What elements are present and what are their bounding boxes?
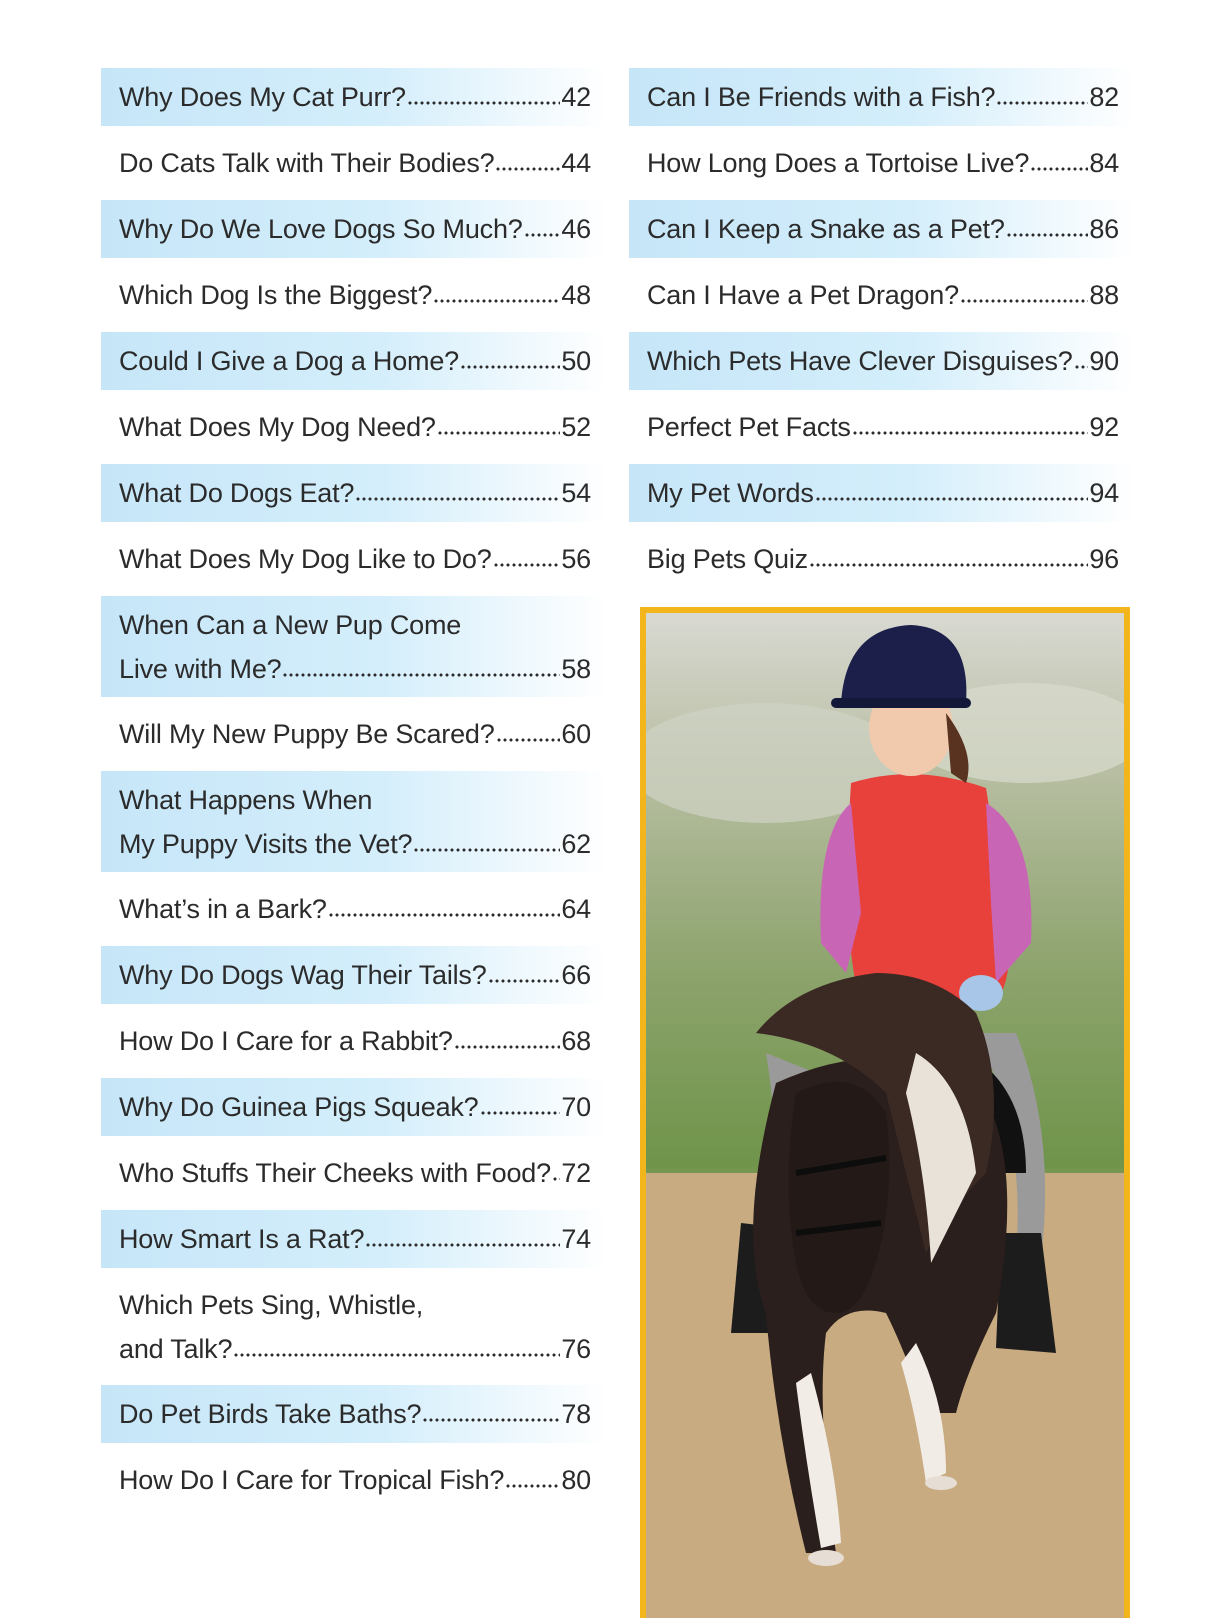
dot-leader bbox=[328, 898, 561, 918]
toc-column-left bbox=[101, 68, 609, 1517]
toc-entry-title: What Do Dogs Eat? bbox=[119, 478, 355, 508]
dot-leader bbox=[355, 482, 560, 502]
toc-entry-title: Live with Me? bbox=[119, 653, 282, 684]
toc-entry-title: Can I Keep a Snake as a Pet? bbox=[647, 214, 1005, 244]
toc-entry-line bbox=[647, 471, 1119, 515]
dot-leader bbox=[233, 1338, 560, 1358]
dot-leader bbox=[422, 1403, 560, 1423]
toc-entry bbox=[101, 134, 609, 192]
toc-entry-line bbox=[647, 339, 1119, 383]
toc-entry bbox=[101, 1012, 609, 1070]
girl-on-pony-photo bbox=[646, 613, 1124, 1618]
toc-entry-line bbox=[119, 1458, 591, 1502]
toc-entry bbox=[101, 530, 609, 588]
toc-page-number: 52 bbox=[561, 412, 591, 442]
toc-entry-line bbox=[119, 712, 591, 756]
toc-entry-line bbox=[647, 273, 1119, 317]
toc-entry-title: Do Cats Talk with Their Bodies? bbox=[119, 148, 495, 178]
toc-entry-title: Which Dog Is the Biggest? bbox=[119, 280, 433, 310]
toc-entry-line bbox=[119, 207, 591, 251]
dot-leader bbox=[852, 416, 1089, 436]
toc-entry-line bbox=[647, 405, 1119, 449]
toc-page-number: 60 bbox=[561, 719, 591, 749]
dot-leader bbox=[1074, 350, 1089, 370]
toc-entry-line bbox=[119, 778, 591, 822]
toc-entry bbox=[101, 1078, 609, 1136]
dot-leader bbox=[1030, 152, 1088, 172]
dot-leader bbox=[960, 284, 1088, 304]
toc-entry-title: My Puppy Visits the Vet? bbox=[119, 828, 413, 859]
toc-page-number: 84 bbox=[1089, 148, 1119, 178]
toc-entry-line bbox=[119, 1151, 591, 1195]
toc-page-number: 58 bbox=[561, 653, 591, 684]
toc-entry bbox=[629, 530, 1137, 588]
toc-page-number: 54 bbox=[561, 478, 591, 508]
toc-page-number: 90 bbox=[1089, 346, 1119, 376]
toc-entry-title: How Long Does a Tortoise Live? bbox=[647, 148, 1030, 178]
toc-entry-line bbox=[119, 1217, 591, 1261]
photo-frame bbox=[640, 607, 1130, 1618]
toc-entry-line bbox=[119, 1392, 591, 1436]
toc-entry-title: What Does My Dog Like to Do? bbox=[119, 544, 492, 574]
toc-entry bbox=[629, 332, 1137, 390]
toc-page-number: 68 bbox=[561, 1026, 591, 1056]
toc-entry bbox=[629, 134, 1137, 192]
toc-entry-line bbox=[119, 141, 591, 185]
dot-leader bbox=[282, 658, 560, 678]
toc-entry bbox=[101, 1276, 609, 1377]
toc-entry-title: Will My New Puppy Be Scared? bbox=[119, 719, 495, 749]
toc-page-number: 92 bbox=[1089, 412, 1119, 442]
toc-entry-title: Which Pets Have Clever Disguises? bbox=[647, 346, 1073, 376]
toc-page-number: 76 bbox=[561, 1333, 591, 1364]
toc-entry-title: Who Stuffs Their Cheeks with Food? bbox=[119, 1158, 551, 1188]
toc-entry bbox=[629, 464, 1137, 522]
toc-entry-title: When Can a New Pup Come bbox=[119, 609, 462, 640]
dot-leader bbox=[413, 833, 560, 853]
toc-page-number: 86 bbox=[1089, 214, 1119, 244]
toc-entry bbox=[629, 200, 1137, 258]
toc-entry-title: Why Do Guinea Pigs Squeak? bbox=[119, 1092, 479, 1122]
toc-entry-line bbox=[119, 537, 591, 581]
toc-entry bbox=[101, 880, 609, 938]
toc-entry bbox=[101, 68, 609, 126]
toc-entry-line bbox=[119, 953, 591, 997]
dot-leader bbox=[365, 1228, 560, 1248]
dot-leader bbox=[505, 1469, 560, 1489]
toc-entry-line bbox=[647, 207, 1119, 251]
toc-page-number: 48 bbox=[561, 280, 591, 310]
toc-entry-title: What Does My Dog Need? bbox=[119, 412, 436, 442]
toc-entry-line bbox=[119, 887, 591, 931]
toc-entry bbox=[101, 332, 609, 390]
toc-page-number: 62 bbox=[561, 828, 591, 859]
toc-entry-title: Can I Be Friends with a Fish? bbox=[647, 82, 996, 112]
toc-entry-line bbox=[119, 822, 591, 866]
toc-entry-line bbox=[119, 339, 591, 383]
toc-page-number: 82 bbox=[1089, 82, 1119, 112]
toc-entry-line bbox=[119, 1019, 591, 1063]
dot-leader bbox=[433, 284, 560, 304]
dot-leader bbox=[460, 350, 560, 370]
toc-page-number: 46 bbox=[561, 214, 591, 244]
dot-leader bbox=[493, 548, 561, 568]
toc-entry-line bbox=[647, 141, 1119, 185]
toc-entry-title: What’s in a Bark? bbox=[119, 894, 327, 924]
toc-entry bbox=[101, 1451, 609, 1509]
toc-entry bbox=[101, 705, 609, 763]
dot-leader bbox=[480, 1096, 561, 1116]
dot-leader bbox=[552, 1162, 560, 1182]
dot-leader bbox=[815, 482, 1089, 502]
dot-leader bbox=[495, 152, 560, 172]
toc-page-number: 74 bbox=[561, 1224, 591, 1254]
toc-entry bbox=[101, 946, 609, 1004]
toc-entry-line bbox=[119, 273, 591, 317]
toc-entry bbox=[101, 266, 609, 324]
toc-entry-title: Why Do We Love Dogs So Much? bbox=[119, 214, 523, 244]
toc-page-number: 88 bbox=[1089, 280, 1119, 310]
toc-entry-line bbox=[647, 537, 1119, 581]
toc-entry-line bbox=[119, 471, 591, 515]
dot-leader bbox=[496, 723, 561, 743]
toc-entry-line bbox=[119, 75, 591, 119]
toc-entry-title: How Smart Is a Rat? bbox=[119, 1224, 365, 1254]
toc-page-number: 96 bbox=[1089, 544, 1119, 574]
toc-entry-line bbox=[647, 75, 1119, 119]
toc-column-right bbox=[629, 68, 1137, 596]
toc-page-number: 94 bbox=[1089, 478, 1119, 508]
toc-entry bbox=[101, 1385, 609, 1443]
toc-page-number: 44 bbox=[561, 148, 591, 178]
toc-entry-title: My Pet Words bbox=[647, 478, 814, 508]
toc-entry bbox=[101, 771, 609, 872]
toc-entry-title: Could I Give a Dog a Home? bbox=[119, 346, 459, 376]
toc-entry bbox=[101, 1210, 609, 1268]
toc-page-number: 50 bbox=[561, 346, 591, 376]
toc-entry-title: How Do I Care for a Rabbit? bbox=[119, 1026, 453, 1056]
toc-entry-title: Big Pets Quiz bbox=[647, 544, 808, 574]
toc-page-number: 64 bbox=[561, 894, 591, 924]
dot-leader bbox=[1006, 218, 1089, 238]
toc-entry bbox=[629, 398, 1137, 456]
toc-entry-title: Can I Have a Pet Dragon? bbox=[647, 280, 959, 310]
dot-leader bbox=[488, 964, 561, 984]
toc-page-number: 72 bbox=[561, 1158, 591, 1188]
toc-entry-line bbox=[119, 1283, 591, 1327]
toc-entry bbox=[629, 266, 1137, 324]
dot-leader bbox=[524, 218, 561, 238]
toc-entry-title: Do Pet Birds Take Baths? bbox=[119, 1399, 422, 1429]
toc-page-number: 42 bbox=[561, 82, 591, 112]
toc-entry bbox=[101, 398, 609, 456]
toc-entry-title: Why Does My Cat Purr? bbox=[119, 82, 406, 112]
toc-entry-title: What Happens When bbox=[119, 784, 373, 815]
toc-entry-title: Which Pets Sing, Whistle, bbox=[119, 1289, 424, 1320]
dot-leader bbox=[809, 548, 1088, 568]
toc-entry-line bbox=[119, 405, 591, 449]
toc-page-number: 78 bbox=[561, 1399, 591, 1429]
dot-leader bbox=[996, 86, 1088, 106]
toc-page-number: 80 bbox=[561, 1465, 591, 1495]
dot-leader bbox=[454, 1030, 561, 1050]
dot-leader bbox=[437, 416, 561, 436]
toc-page-number: 70 bbox=[561, 1092, 591, 1122]
toc-entry bbox=[101, 200, 609, 258]
toc-entry-line bbox=[119, 1327, 591, 1371]
toc-entry bbox=[101, 1144, 609, 1202]
dot-leader bbox=[407, 86, 560, 106]
toc-entry bbox=[101, 596, 609, 697]
toc-entry-title: Perfect Pet Facts bbox=[647, 412, 851, 442]
toc-entry bbox=[101, 464, 609, 522]
toc-entry-line bbox=[119, 647, 591, 691]
toc-page-number: 66 bbox=[561, 960, 591, 990]
toc-entry-title: Why Do Dogs Wag Their Tails? bbox=[119, 960, 487, 990]
toc-entry-title: and Talk? bbox=[119, 1333, 233, 1364]
toc-entry-title: How Do I Care for Tropical Fish? bbox=[119, 1465, 505, 1495]
toc-page-number: 56 bbox=[561, 544, 591, 574]
toc-entry-line bbox=[119, 1085, 591, 1129]
toc-entry bbox=[629, 68, 1137, 126]
toc-entry-line bbox=[119, 603, 591, 647]
